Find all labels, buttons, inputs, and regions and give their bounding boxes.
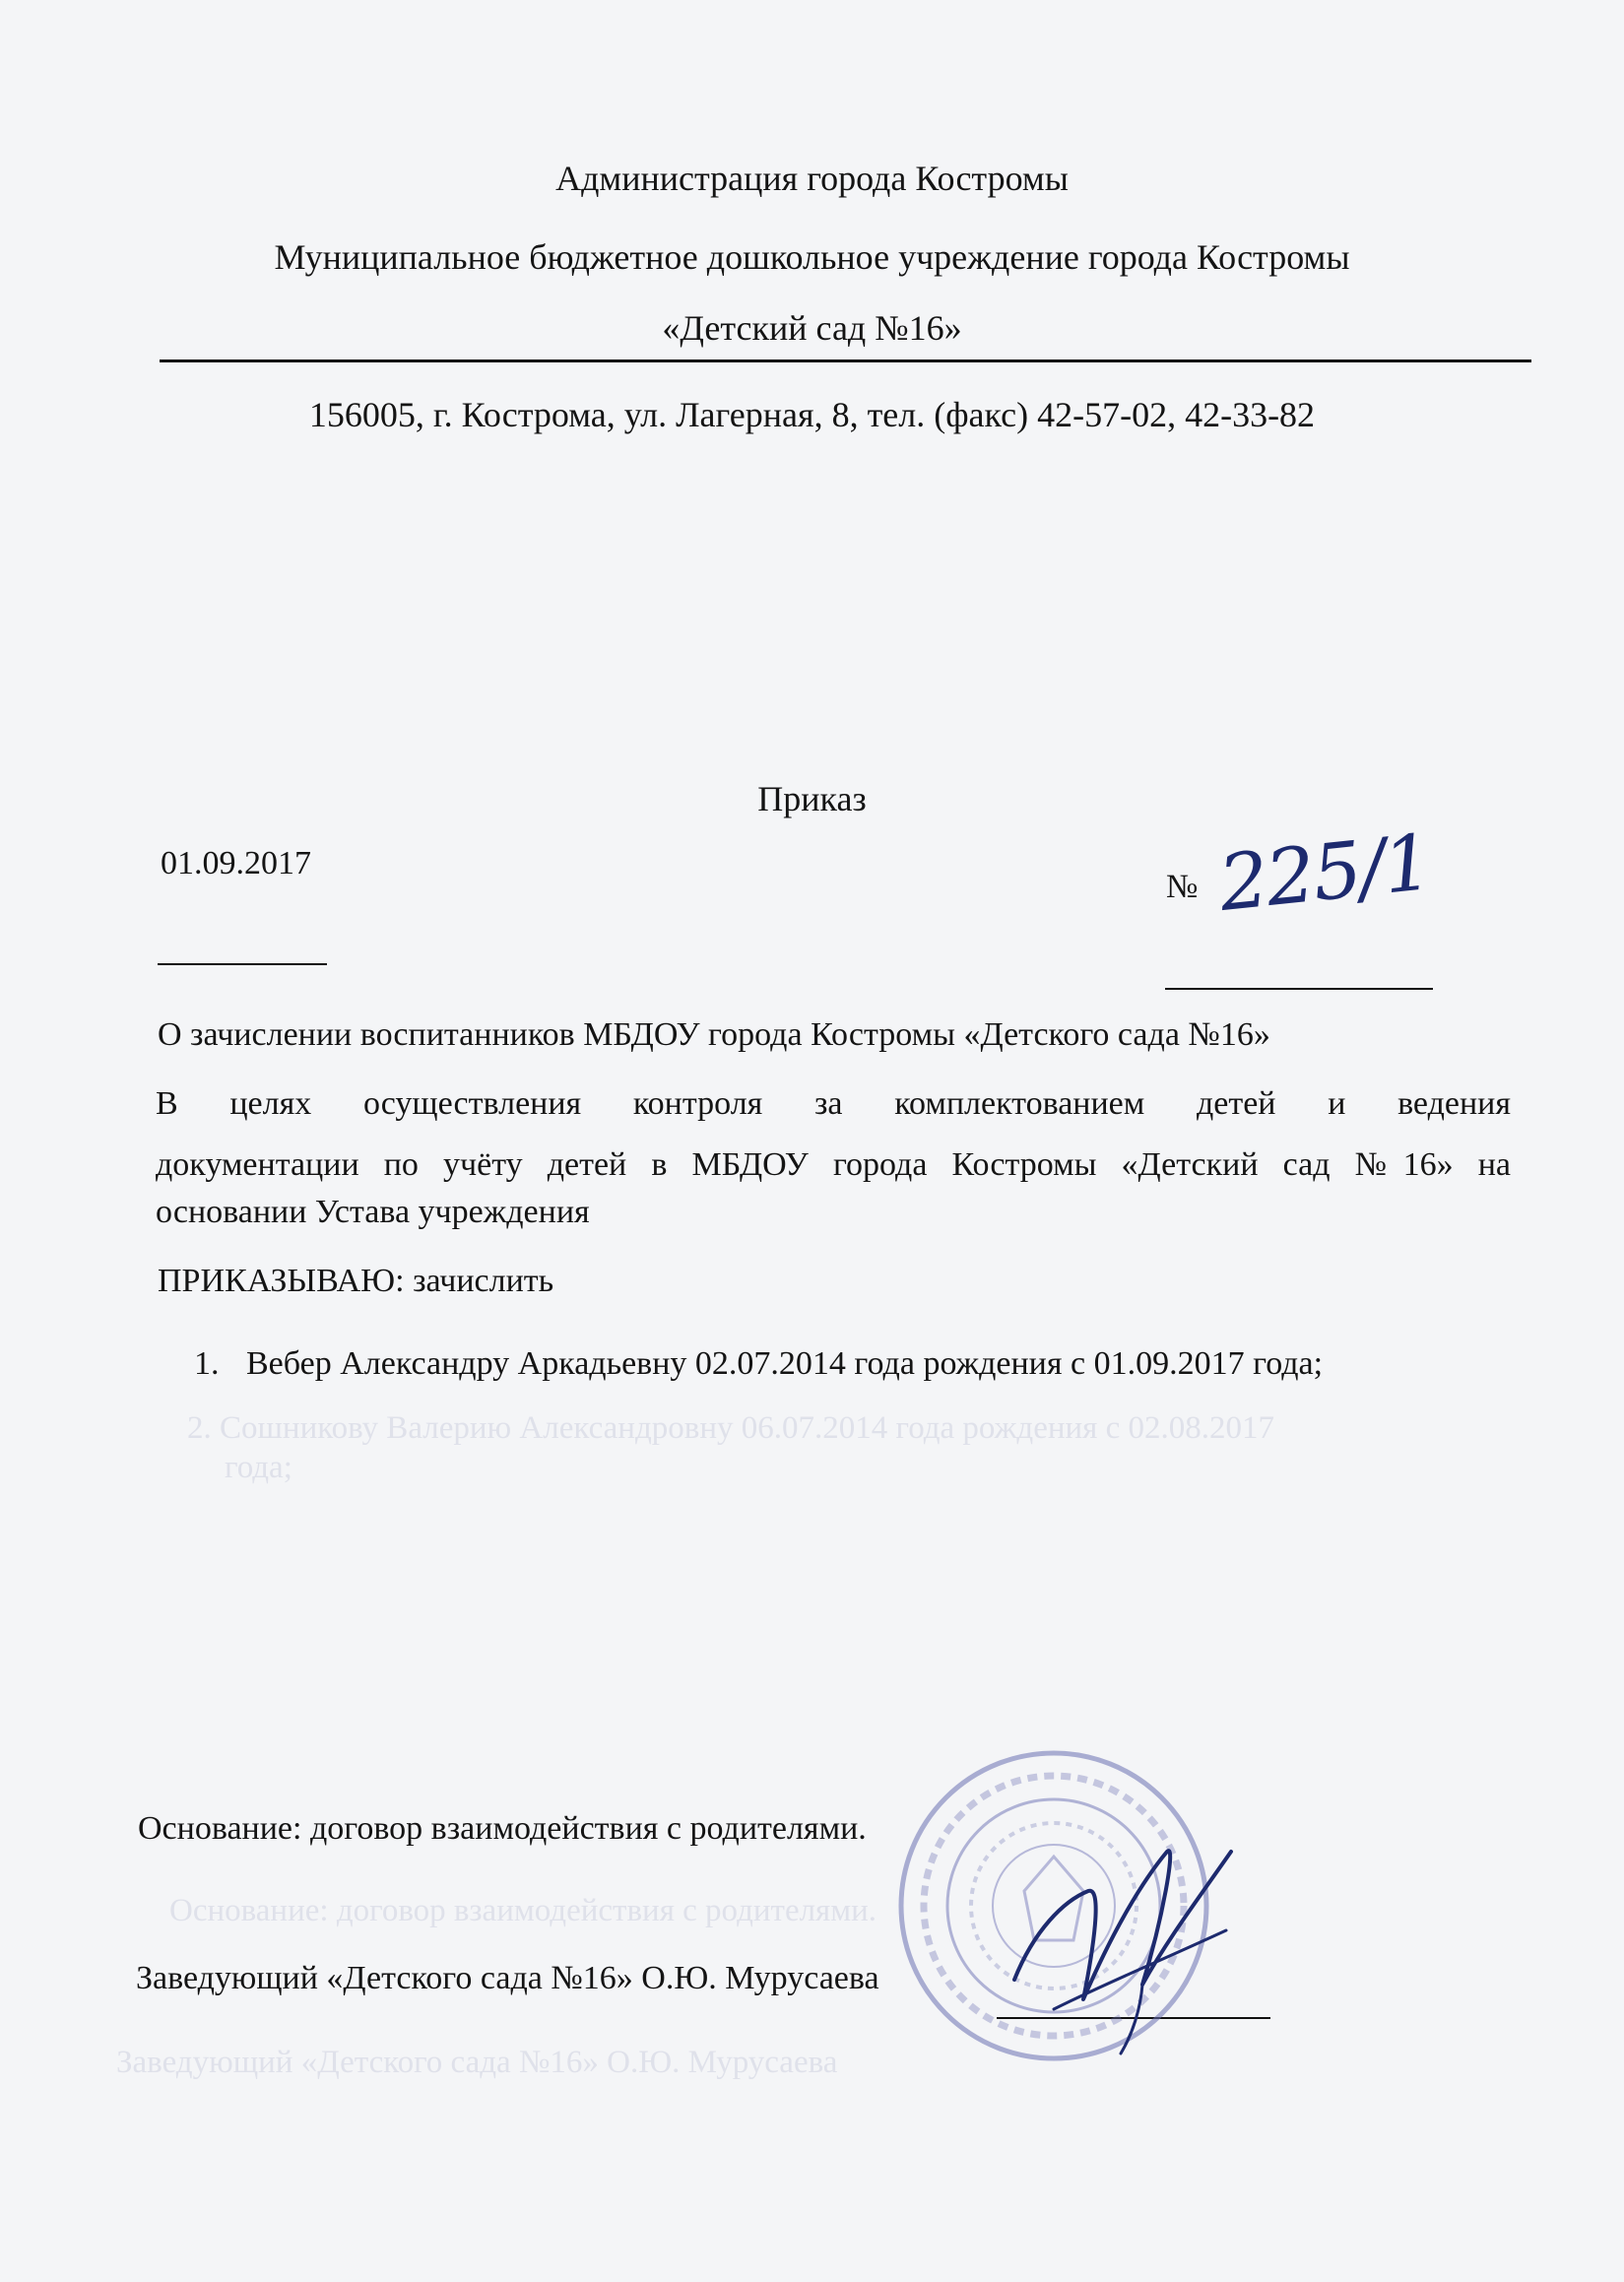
number-underline <box>1165 988 1433 990</box>
number-label: № <box>1166 869 1199 905</box>
kindergarten-name: «Детский сад №16» <box>662 308 962 348</box>
show-through-basis: Основание: договор взаимодействия с родителями. <box>169 1893 877 1928</box>
header-divider <box>160 359 1531 362</box>
decree-line: ПРИКАЗЫВАЮ: зачислить <box>158 1263 554 1299</box>
list-item-number: 1. <box>194 1345 220 1382</box>
handwritten-signature <box>995 1812 1251 2058</box>
date-underline <box>158 963 327 965</box>
address-line: 156005, г. Кострома, ул. Лагерная, 8, тел. (факс) 42-57-02, 42-33-82 <box>308 395 1316 434</box>
signatory-line: Заведующий «Детского сада №16» О.Ю. Мурусаева <box>136 1960 879 1996</box>
show-through-item2-end: года; <box>225 1450 292 1485</box>
order-title: Приказ <box>757 779 867 818</box>
order-date: 01.09.2017 <box>161 845 311 881</box>
intro-line-3: основании Устава учреждения <box>156 1194 590 1230</box>
show-through-signatory: Заведующий «Детского сада №16» О.Ю. Мурусаева <box>116 2045 838 2080</box>
show-through-item2: 2. Сошникову Валерию Александровну 06.07.2014 года рождения с 02.08.2017 <box>187 1410 1274 1446</box>
institution-name: Муниципальное бюджетное дошкольное учреждение города Костромы <box>274 237 1350 277</box>
basis-line: Основание: договор взаимодействия с родителями. <box>138 1810 867 1847</box>
intro-line-2: документации по учёту детей в МБДОУ города Костромы «Детский сад №16» на <box>156 1146 1511 1183</box>
list-item: Вебер Александру Аркадьевну 02.07.2014 года рождения с 01.09.2017 года; <box>246 1345 1324 1382</box>
administration-title: Администрация города Костромы <box>555 159 1069 198</box>
handwritten-order-number: 225/1 <box>1214 818 1435 929</box>
order-subject: О зачислении воспитанников МБДОУ города Костромы «Детского сада №16» <box>158 1016 1270 1053</box>
intro-line-1: В целях осуществления контроля за комплектованием детей и ведения <box>156 1085 1511 1122</box>
